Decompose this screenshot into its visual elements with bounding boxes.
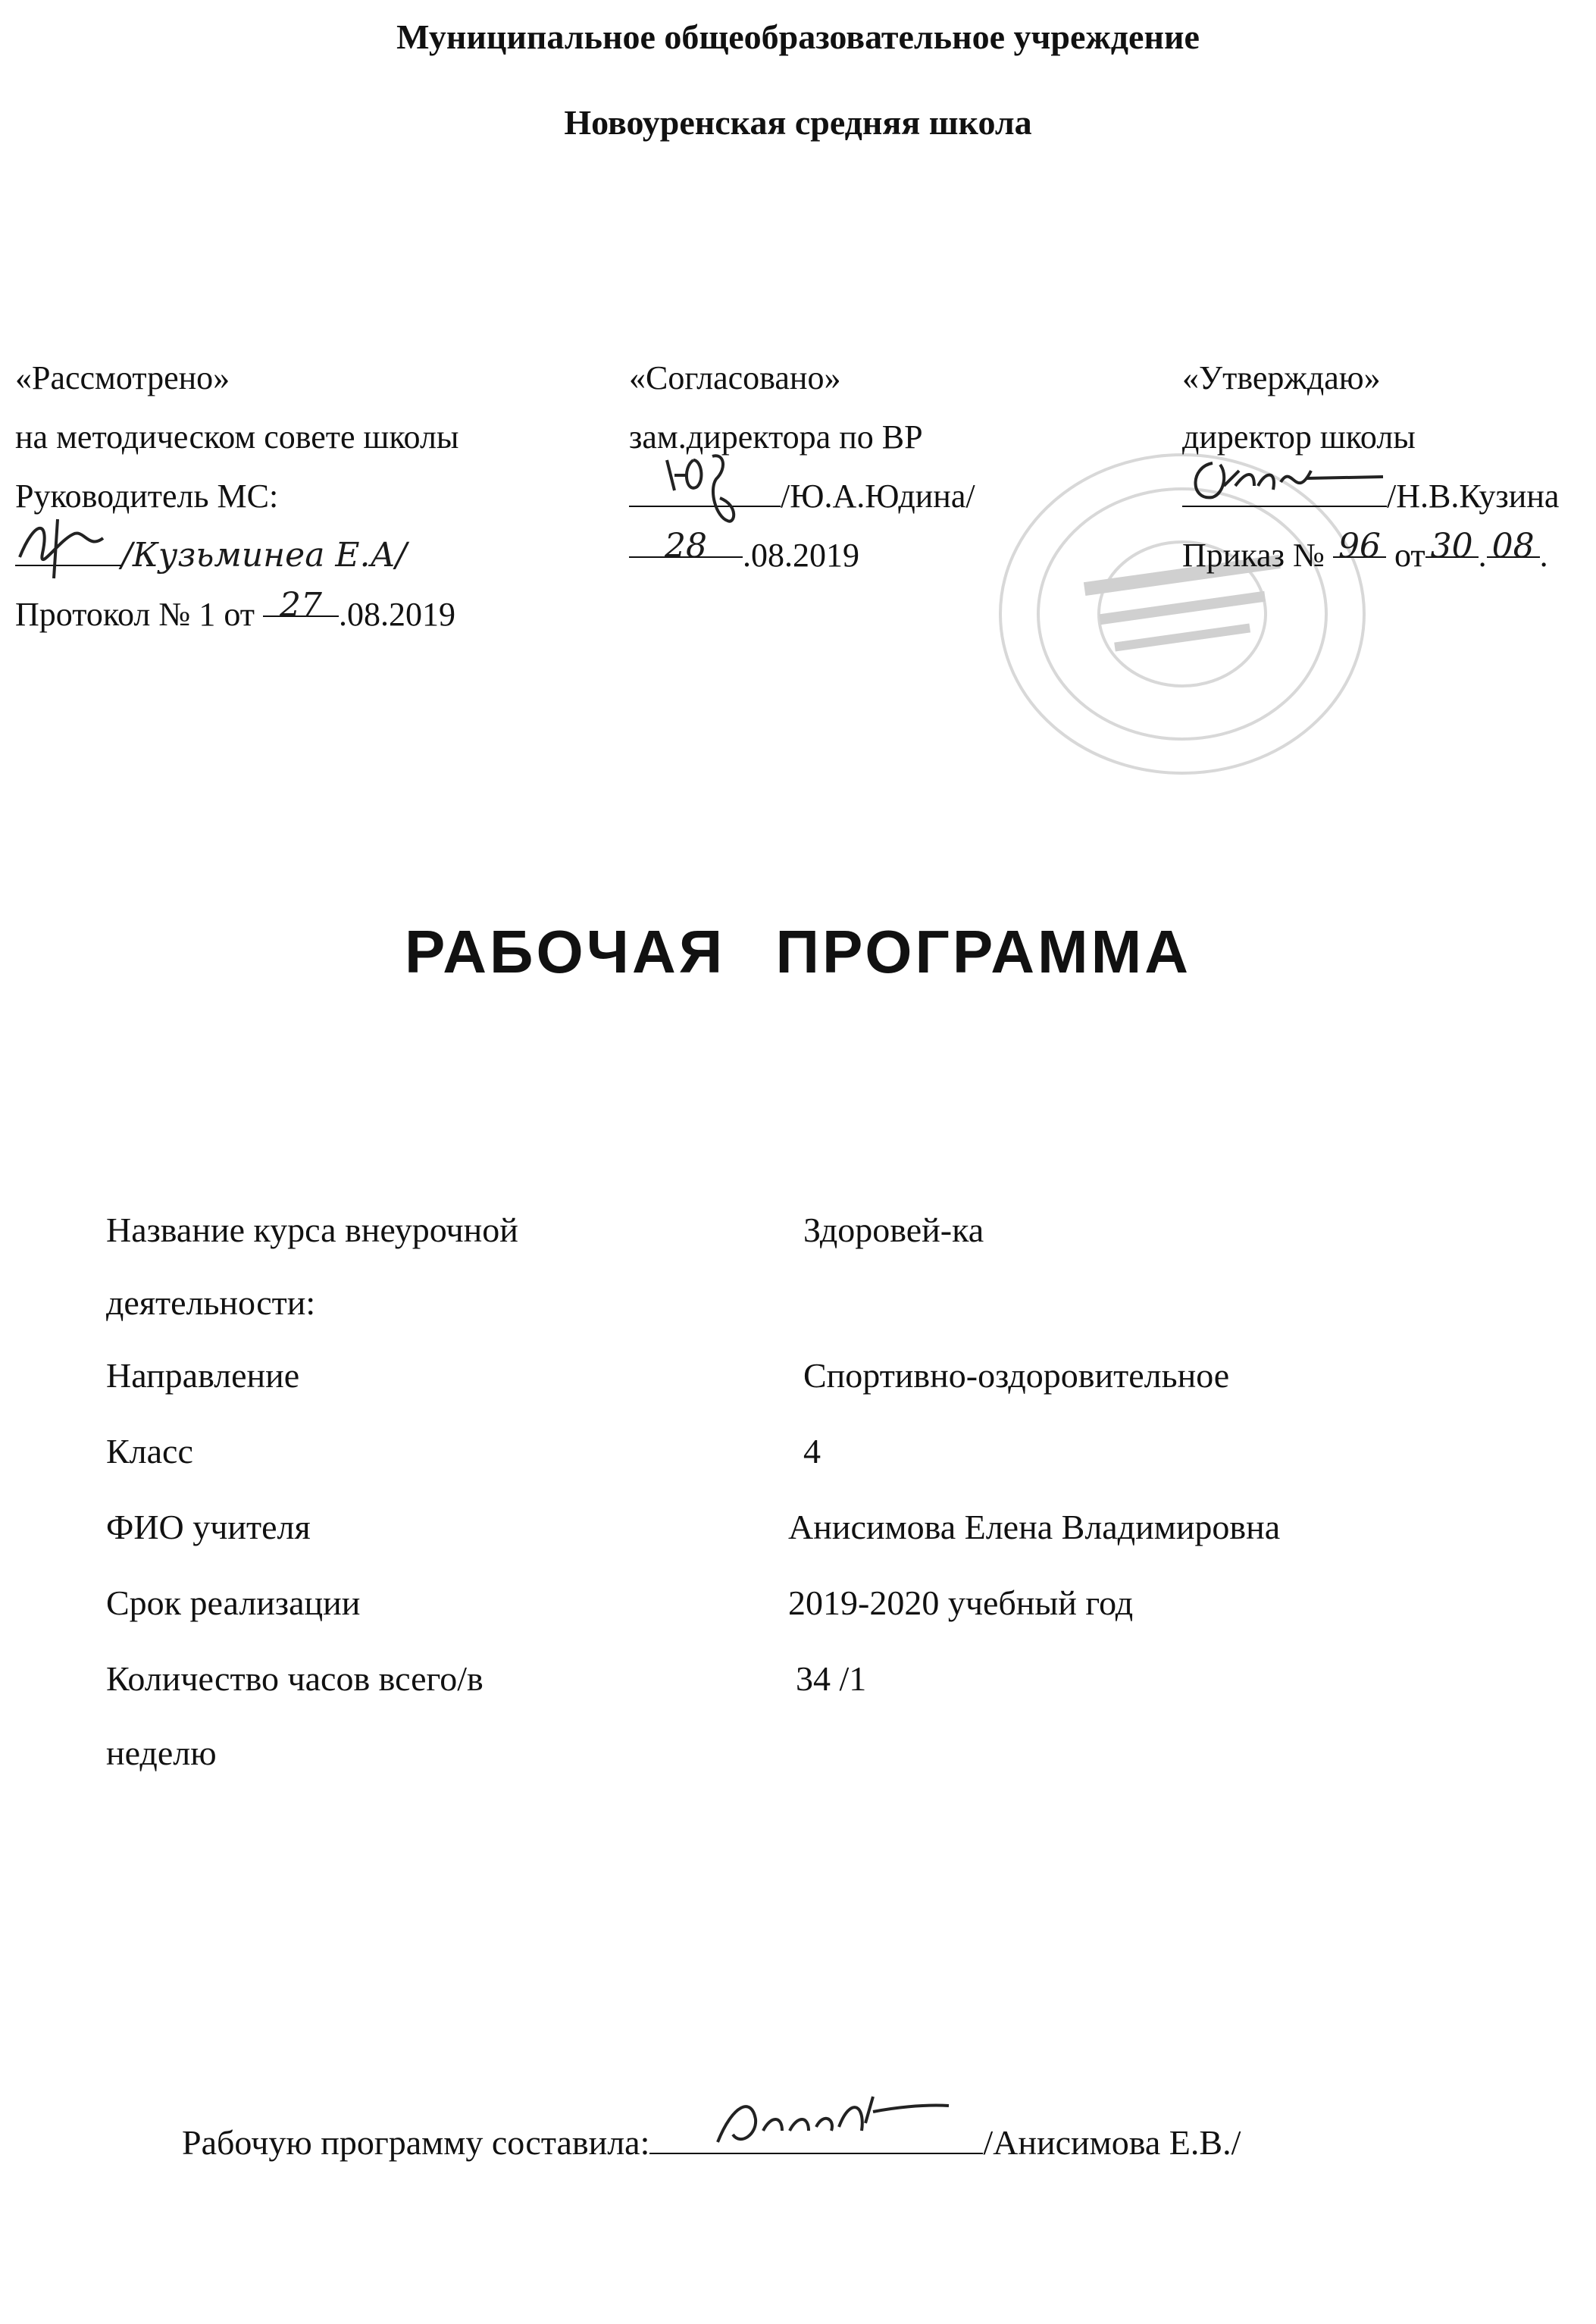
detail-value-hours: 34 /1	[796, 1659, 867, 1698]
detail-label-period: Срок реализации	[106, 1583, 361, 1622]
approved-signature-suffix: /Н.В.Кузина	[1387, 478, 1560, 515]
document-title: РАБОЧАЯ ПРОГРАММА	[404, 918, 1192, 985]
reviewed-heading: «Рассмотрено»	[15, 359, 230, 396]
approved-signature-line	[1182, 467, 1559, 526]
approved-signature-icon	[1182, 448, 1387, 509]
agreed-signature-line	[629, 467, 975, 526]
protocol-day-blank	[263, 585, 339, 625]
approved-order-line: Приказ № 96 от 30 . 08 .	[1182, 527, 1548, 574]
approved-signature-blank	[1182, 475, 1387, 507]
agreed-signature-icon	[659, 445, 750, 528]
approved-heading: «Утверждаю»	[1182, 359, 1381, 396]
agreed-block	[629, 349, 975, 585]
compiled-by-line	[182, 2122, 1241, 2163]
order-num: 96	[1338, 527, 1381, 565]
agreed-signature-suffix: /Ю.А.Юдина/	[781, 478, 975, 515]
reviewed-signature-line	[15, 526, 459, 585]
agreed-deputy-line: зам.директора по ВР	[629, 418, 923, 456]
detail-value-direction: Спортивно-оздоровительное	[803, 1356, 1230, 1395]
order-suffix: .	[1539, 537, 1548, 574]
detail-value-course: Здоровей-ка	[803, 1211, 984, 1249]
detail-value-teacher: Анисимова Елена Владимировна	[788, 1508, 1281, 1546]
detail-label-course-cont: деятельности:	[106, 1283, 316, 1322]
compiled-by-prefix: Рабочую программу составила:	[182, 2123, 650, 2162]
compiled-by-suffix: /Анисимова Е.В./	[983, 2123, 1241, 2162]
order-month: 08	[1491, 527, 1535, 565]
order-day-blank	[1425, 526, 1479, 565]
reviewed-head-label: Руководитель МС:	[15, 478, 279, 515]
protocol-day: 27	[280, 586, 322, 625]
detail-label-direction: Направление	[106, 1356, 300, 1395]
protocol-suffix: .08.2019	[339, 596, 455, 633]
reviewed-council-line: на методическом совете школы	[15, 418, 459, 456]
detail-label-class: Класс	[106, 1432, 193, 1471]
detail-value-period: 2019-2020 учебный год	[788, 1583, 1134, 1622]
reviewed-signature-icon	[12, 512, 126, 580]
agreed-signature-blank	[629, 475, 781, 507]
approved-block	[1182, 349, 1559, 585]
reviewed-signature-text: /Кузьминеа Е.А/	[121, 536, 407, 575]
compiled-by-blank	[649, 2122, 983, 2154]
agreed-date-line	[629, 526, 975, 585]
details-table	[106, 1194, 1470, 1800]
detail-label-hours: Количество часов всего/в	[106, 1659, 483, 1698]
detail-label-course: Название курса внеурочной	[106, 1211, 518, 1249]
detail-label-hours-cont: неделю	[106, 1734, 217, 1772]
order-prefix: Приказ №	[1182, 537, 1333, 574]
detail-value-class: 4	[803, 1432, 821, 1471]
compiled-by-signature-icon	[710, 2089, 953, 2157]
reviewed-signature-blank	[15, 534, 121, 566]
order-num-blank	[1333, 526, 1386, 565]
order-month-blank	[1487, 526, 1540, 565]
order-day: 30	[1430, 527, 1473, 565]
protocol-prefix: Протокол № 1 от	[15, 596, 263, 633]
agreed-date-suffix: .08.2019	[743, 537, 859, 574]
school-type-heading: Муниципальное общеобразовательное учреждение	[396, 17, 1200, 56]
school-name-heading: Новоуренская средняя школа	[564, 103, 1032, 142]
reviewed-block	[15, 349, 459, 644]
agreed-day-blank	[629, 526, 743, 565]
order-mid: от	[1385, 537, 1425, 574]
agreed-heading: «Согласовано»	[629, 359, 841, 396]
approved-director-line: директор школы	[1182, 418, 1416, 456]
agreed-day: 28	[665, 527, 707, 565]
reviewed-protocol-line	[15, 585, 459, 644]
detail-label-teacher: ФИО учителя	[106, 1508, 311, 1546]
